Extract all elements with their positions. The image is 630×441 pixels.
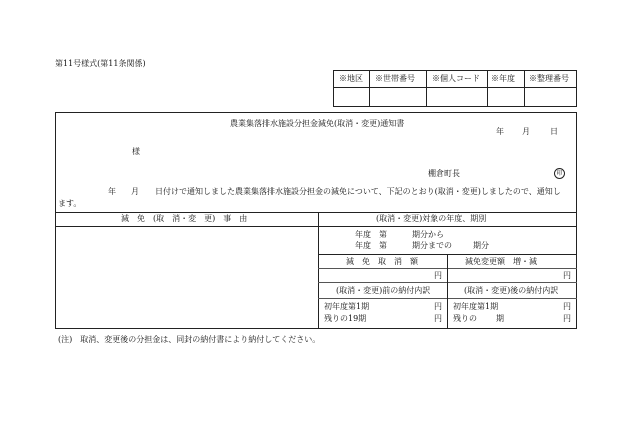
after-rest-yen: 円 (563, 314, 571, 323)
after-rest-unit: 期 (496, 314, 504, 323)
code-area-label: ※地区 (339, 74, 363, 83)
yen-change: 円 (563, 271, 571, 280)
body-month: 月 (131, 187, 139, 196)
code-personal-label: ※個人コード (432, 74, 480, 83)
period-line2-b: 期分までの (412, 241, 452, 250)
recipient-sama: 様 (132, 147, 140, 156)
before-first: 初年度第1期 (324, 302, 370, 311)
notice-title: 農業集落排水施設分担金減免(取消・変更)通知書 (230, 119, 405, 128)
body-text-line1: 日付けで通知しました農業集落排水施設分担金の減免について、下記のとおり(取消・変更)しましたので、通知し (155, 187, 561, 196)
after-rest: 残りの (453, 314, 477, 323)
period-line1-a: 年度 第 (355, 230, 387, 239)
yen-cancel: 円 (434, 271, 442, 280)
after-first-yen: 円 (563, 302, 571, 311)
before-rest: 残りの19期 (324, 314, 367, 323)
period-line2-a: 年度 第 (355, 241, 387, 250)
seal-icon: 印 (554, 168, 565, 179)
before-first-yen: 円 (434, 302, 442, 311)
reason-header: 減 免 (取 消・変 更) 事 由 (121, 214, 248, 223)
code-household-label: ※世帯番号 (375, 74, 415, 83)
code-serial-label: ※整理番号 (529, 74, 569, 83)
period-line2-c: 期分 (473, 241, 489, 250)
date-month: 月 (522, 127, 530, 136)
before-rest-yen: 円 (434, 314, 442, 323)
issuer-name: 棚倉町長 (428, 169, 460, 178)
after-first: 初年度第1期 (453, 302, 499, 311)
footnote: (注) 取消、変更後の分担金は、同封の納付書により納付してください。 (58, 335, 321, 344)
change-amount-header: 減免変更額 増・減 (465, 257, 537, 266)
after-header: (取消・変更)後の納付内訳 (464, 286, 559, 295)
cancel-amount-header: 減 免 取 消 額 (346, 257, 418, 266)
body-year: 年 (108, 187, 116, 196)
period-line1-b: 期分から (412, 230, 444, 239)
target-header: (取消・変更)対象の年度、期別 (376, 214, 487, 223)
body-text-line2: ます。 (58, 199, 82, 208)
code-year-label: ※年度 (491, 74, 515, 83)
date-day: 日 (550, 127, 558, 136)
date-year: 年 (496, 127, 504, 136)
form-number: 第11号様式(第11条関係) (55, 59, 146, 68)
before-header: (取消・変更)前の納付内訳 (336, 286, 431, 295)
